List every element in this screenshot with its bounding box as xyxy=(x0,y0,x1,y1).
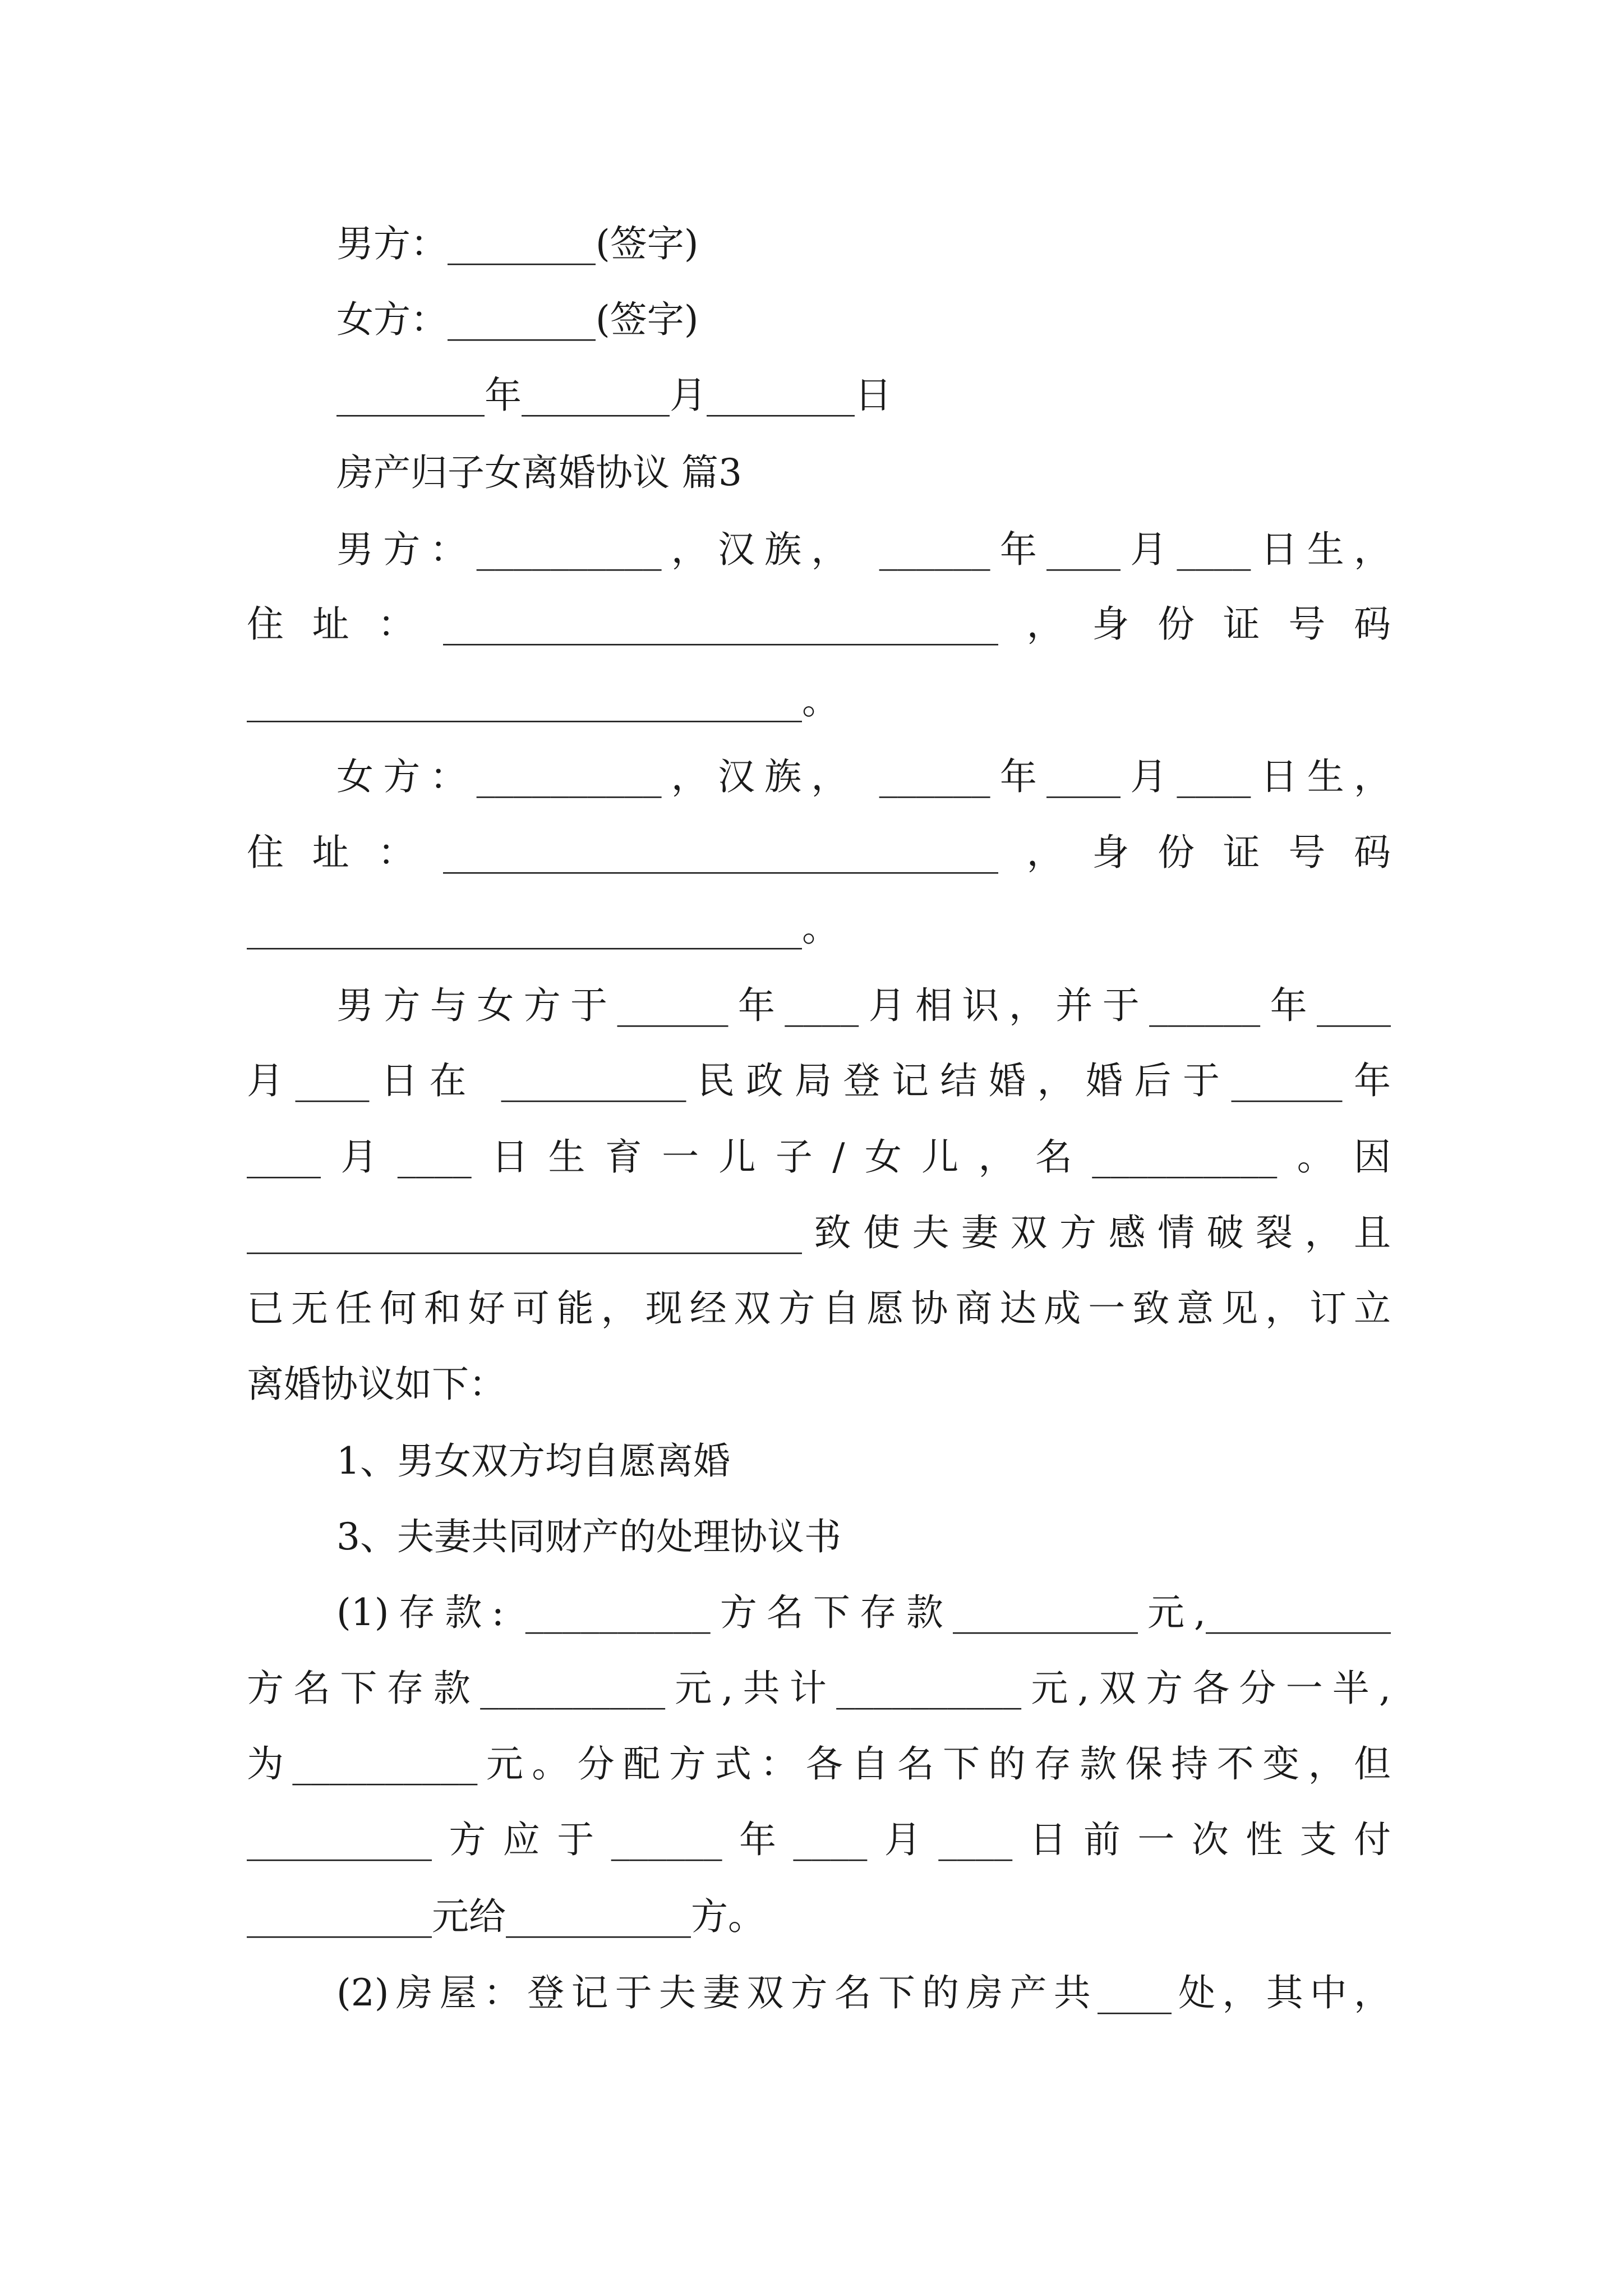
male-address-line: 住址：______________________________，身份证号码 xyxy=(247,602,1391,646)
female-address-line: 住址：______________________________，身份证号码 xyxy=(247,831,1391,874)
house-line: (2)房屋：登记于夫妻双方名下的房产共____处，其中， xyxy=(336,1971,1391,2014)
paragraph-line: 男方与女方于______年____月相识，并于______年____ xyxy=(336,984,1391,1027)
female-signature-line: 女方：________(签字) xyxy=(336,298,699,341)
date-line: ________年________月________日 xyxy=(336,374,892,417)
paragraph-line: 离婚协议如下： xyxy=(247,1363,506,1406)
paragraph-line: ____月____日生育一儿子/女儿，名__________。因 xyxy=(247,1135,1391,1179)
deposit-line: (1)存款: __________方名下存款__________元,__________ xyxy=(336,1591,1391,1634)
section-title: 房产归子女离婚协议 篇3 xyxy=(336,451,742,494)
paragraph-line: 月____日在 __________民政局登记结婚，婚后于______年 xyxy=(247,1059,1391,1102)
male-info-line: 男方：__________，汉族， ______年____月____日生， xyxy=(336,528,1391,571)
female-id-line: ______________________________。 xyxy=(247,907,839,950)
male-signature-line: 男方：________(签字) xyxy=(336,222,699,265)
male-id-line: ______________________________。 xyxy=(247,679,839,723)
deposit-line: __________方应于______年____月____日前一次性支付 xyxy=(247,1818,1391,1861)
deposit-line: 方名下存款__________元,共计__________元,双方各分一半, xyxy=(247,1667,1391,1710)
clause-1: 1、男女双方均自愿离婚 xyxy=(336,1439,730,1483)
female-info-line: 女方：__________，汉族， ______年____月____日生， xyxy=(336,755,1391,798)
deposit-line: 为__________元。分配方式：各自名下的存款保持不变，但 xyxy=(247,1742,1391,1786)
clause-3: 3、夫妻共同财产的处理协议书 xyxy=(336,1515,841,1558)
deposit-line: __________元给__________方。 xyxy=(247,1895,765,1938)
paragraph-line: 已无任何和好可能，现经双方自愿协商达成一致意见，订立 xyxy=(247,1287,1391,1330)
paragraph-line: ______________________________致使夫妻双方感情破裂，且 xyxy=(247,1211,1391,1254)
